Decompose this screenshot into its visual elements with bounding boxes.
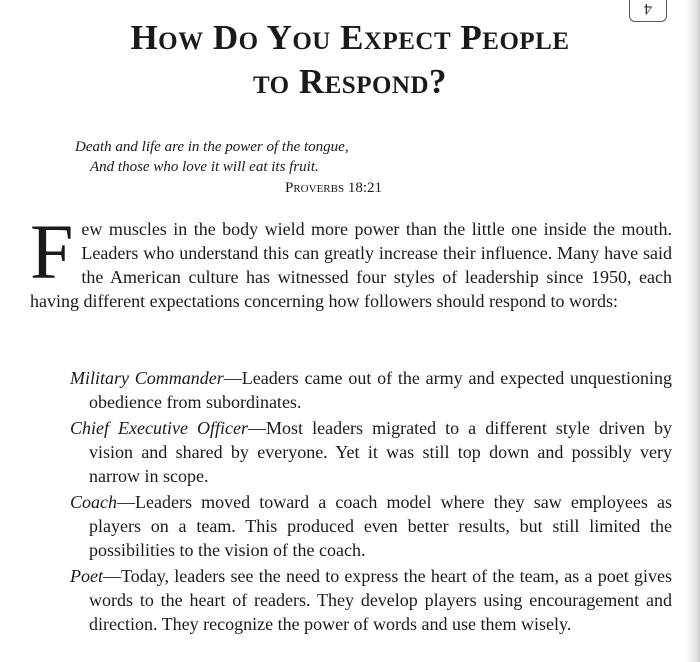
intro-text: ew muscles in the body wield more power than the little one inside the mouth. Leaders who understand this can greatly increase their influence. Many have said the American culture has witnessed four styles of leadership since 1950, each having different expectations concerning how followers should respond to words: bbox=[30, 219, 672, 311]
epigraph-line-2: And those who love it will eat its fruit. bbox=[90, 159, 319, 175]
style-description: —Most leaders migrated to a different style driven by vision and shared by everyone. Yet it was still top down and possibly very narrow in scope. bbox=[89, 418, 672, 486]
page-marker-badge bbox=[629, 0, 667, 22]
page-marker: 4 bbox=[644, 0, 652, 17]
list-item-coach bbox=[70, 490, 672, 562]
style-term: Coach bbox=[70, 492, 117, 512]
epigraph-attribution: Proverbs 18:21 bbox=[285, 180, 382, 196]
epigraph-line-1: Death and life are in the power of the tongue, bbox=[75, 139, 349, 155]
style-description: —Leaders moved toward a coach model where they saw employees as players on a team. This produced even better results, but still limited the possibilities to the vision of the coach. bbox=[89, 492, 672, 560]
page-edge-shadow bbox=[686, 0, 700, 662]
chapter-title-line-1: How Do You Expect People bbox=[130, 18, 570, 57]
chapter-title-line-2: to Respond? bbox=[252, 62, 448, 101]
intro-paragraph bbox=[30, 208, 672, 313]
style-term: Poet bbox=[70, 566, 103, 586]
style-term: Military Commander bbox=[70, 368, 224, 388]
style-term: Chief Executive Officer bbox=[70, 418, 249, 438]
style-description: —Leaders came out of the army and expected unquestioning obedience from subordinates. bbox=[89, 368, 672, 412]
leadership-styles-list bbox=[70, 366, 672, 638]
list-item-military-commander bbox=[70, 366, 672, 414]
drop-cap: F bbox=[30, 208, 74, 295]
list-item-chief-executive-officer bbox=[70, 416, 672, 488]
list-item-poet bbox=[70, 564, 672, 636]
style-description: —Today, leaders see the need to express the heart of the team, as a poet gives words to the heart of readers. They develop players using encouragement and direction. They recognize the power of words and use them wisely. bbox=[89, 566, 672, 634]
